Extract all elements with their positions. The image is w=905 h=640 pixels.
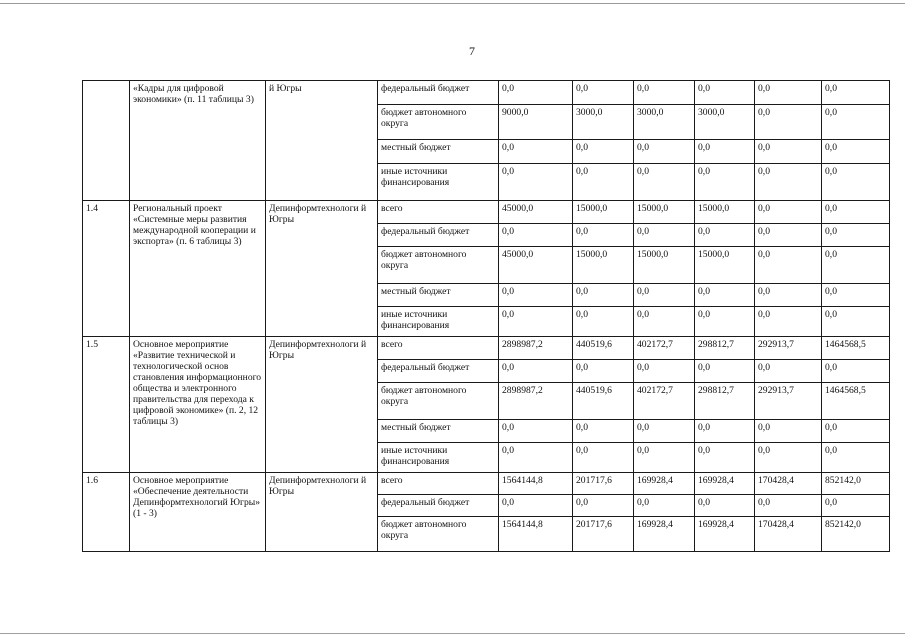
funding-source: местный бюджет bbox=[378, 140, 499, 164]
funding-source: местный бюджет bbox=[378, 420, 499, 443]
funding-source: иные источники финансирования bbox=[378, 443, 499, 473]
amount-cell: 0,0 bbox=[573, 495, 634, 517]
amount-cell: 0,0 bbox=[755, 81, 822, 105]
amount-cell: 852142,0 bbox=[822, 517, 890, 552]
amount-cell: 15000,0 bbox=[695, 247, 755, 284]
amount-cell: 0,0 bbox=[499, 443, 573, 473]
budget-table bbox=[82, 80, 890, 552]
amount-cell: 0,0 bbox=[822, 420, 890, 443]
amount-cell: 298812,7 bbox=[695, 337, 755, 360]
amount-cell: 0,0 bbox=[822, 307, 890, 337]
amount-cell: 169928,4 bbox=[695, 517, 755, 552]
amount-cell: 0,0 bbox=[499, 495, 573, 517]
amount-cell: 2898987,2 bbox=[499, 383, 573, 420]
amount-cell: 45000,0 bbox=[499, 201, 573, 224]
row-number bbox=[83, 81, 130, 201]
amount-cell: 0,0 bbox=[573, 307, 634, 337]
amount-cell: 0,0 bbox=[755, 307, 822, 337]
amount-cell: 0,0 bbox=[573, 284, 634, 307]
amount-cell: 15000,0 bbox=[573, 201, 634, 224]
table-row bbox=[83, 473, 890, 495]
amount-cell: 201717,6 bbox=[573, 473, 634, 495]
amount-cell: 0,0 bbox=[695, 420, 755, 443]
amount-cell: 298812,7 bbox=[695, 383, 755, 420]
table-row bbox=[83, 201, 890, 224]
amount-cell: 0,0 bbox=[695, 360, 755, 383]
funding-source: бюджет автономного округа bbox=[378, 247, 499, 284]
amount-cell: 0,0 bbox=[634, 360, 695, 383]
amount-cell: 0,0 bbox=[499, 420, 573, 443]
funding-source: федеральный бюджет bbox=[378, 360, 499, 383]
measure-name: Основное мероприятие «Обеспечение деятельности Депинформтехнологий Югры» (1 - 3) bbox=[130, 473, 266, 552]
amount-cell: 0,0 bbox=[573, 224, 634, 247]
measure-name: Основное мероприятие «Развитие технической и технологической основ становления информационного общества и электронного правительства для перехода к цифровой экономике» (п. 2, 12 таблицы 3) bbox=[130, 337, 266, 473]
amount-cell: 0,0 bbox=[755, 201, 822, 224]
amount-cell: 0,0 bbox=[755, 284, 822, 307]
amount-cell: 0,0 bbox=[499, 360, 573, 383]
amount-cell: 0,0 bbox=[755, 495, 822, 517]
funding-source: федеральный бюджет bbox=[378, 224, 499, 247]
amount-cell: 169928,4 bbox=[634, 517, 695, 552]
funding-source: бюджет автономного округа bbox=[378, 517, 499, 552]
measure-name: «Кадры для цифровой экономики» (п. 11 таблицы 3) bbox=[130, 81, 266, 201]
funding-source: всего bbox=[378, 201, 499, 224]
amount-cell: 0,0 bbox=[822, 495, 890, 517]
scan-edge-bottom bbox=[0, 633, 905, 634]
amount-cell: 3000,0 bbox=[634, 105, 695, 140]
amount-cell: 15000,0 bbox=[634, 247, 695, 284]
funding-source: иные источники финансирования bbox=[378, 307, 499, 337]
amount-cell: 1564144,8 bbox=[499, 517, 573, 552]
amount-cell: 15000,0 bbox=[573, 247, 634, 284]
executor: й Югры bbox=[266, 81, 378, 201]
funding-source: всего bbox=[378, 337, 499, 360]
amount-cell: 0,0 bbox=[695, 140, 755, 164]
amount-cell: 0,0 bbox=[822, 360, 890, 383]
funding-source: федеральный бюджет bbox=[378, 495, 499, 517]
funding-source: местный бюджет bbox=[378, 284, 499, 307]
amount-cell: 3000,0 bbox=[695, 105, 755, 140]
amount-cell: 0,0 bbox=[822, 201, 890, 224]
executor: Депинформтехнологи й Югры bbox=[266, 337, 378, 473]
amount-cell: 0,0 bbox=[573, 360, 634, 383]
amount-cell: 292913,7 bbox=[755, 383, 822, 420]
amount-cell: 0,0 bbox=[822, 164, 890, 201]
amount-cell: 0,0 bbox=[634, 307, 695, 337]
amount-cell: 0,0 bbox=[573, 443, 634, 473]
executor: Депинформтехнологи й Югры bbox=[266, 201, 378, 337]
amount-cell: 0,0 bbox=[634, 284, 695, 307]
amount-cell: 0,0 bbox=[822, 81, 890, 105]
amount-cell: 0,0 bbox=[695, 443, 755, 473]
amount-cell: 0,0 bbox=[822, 247, 890, 284]
amount-cell: 9000,0 bbox=[499, 105, 573, 140]
amount-cell: 0,0 bbox=[634, 420, 695, 443]
amount-cell: 0,0 bbox=[499, 284, 573, 307]
amount-cell: 1464568,5 bbox=[822, 383, 890, 420]
amount-cell: 440519,6 bbox=[573, 337, 634, 360]
funding-source: бюджет автономного округа bbox=[378, 105, 499, 140]
amount-cell: 0,0 bbox=[695, 284, 755, 307]
amount-cell: 0,0 bbox=[695, 495, 755, 517]
page-number: 7 bbox=[469, 44, 475, 58]
amount-cell: 1464568,5 bbox=[822, 337, 890, 360]
amount-cell: 0,0 bbox=[822, 224, 890, 247]
amount-cell: 0,0 bbox=[499, 224, 573, 247]
amount-cell: 170428,4 bbox=[755, 517, 822, 552]
amount-cell: 2898987,2 bbox=[499, 337, 573, 360]
amount-cell: 0,0 bbox=[634, 443, 695, 473]
amount-cell: 0,0 bbox=[634, 495, 695, 517]
amount-cell: 3000,0 bbox=[573, 105, 634, 140]
amount-cell: 0,0 bbox=[695, 164, 755, 201]
amount-cell: 402172,7 bbox=[634, 337, 695, 360]
amount-cell: 1564144,8 bbox=[499, 473, 573, 495]
row-number: 1.5 bbox=[83, 337, 130, 473]
amount-cell: 0,0 bbox=[755, 105, 822, 140]
table-row bbox=[83, 81, 890, 105]
amount-cell: 201717,6 bbox=[573, 517, 634, 552]
funding-source: всего bbox=[378, 473, 499, 495]
amount-cell: 15000,0 bbox=[634, 201, 695, 224]
amount-cell: 0,0 bbox=[499, 307, 573, 337]
executor: Депинформтехнологи й Югры bbox=[266, 473, 378, 552]
amount-cell: 292913,7 bbox=[755, 337, 822, 360]
funding-source: иные источники финансирования bbox=[378, 164, 499, 201]
amount-cell: 0,0 bbox=[634, 164, 695, 201]
amount-cell: 0,0 bbox=[499, 140, 573, 164]
amount-cell: 852142,0 bbox=[822, 473, 890, 495]
amount-cell: 0,0 bbox=[755, 420, 822, 443]
amount-cell: 0,0 bbox=[755, 164, 822, 201]
amount-cell: 0,0 bbox=[755, 443, 822, 473]
measure-name: Региональный проект «Системные меры развития международной кооперации и экспорта» (п. 6 таблицы 3) bbox=[130, 201, 266, 337]
funding-source: федеральный бюджет bbox=[378, 81, 499, 105]
amount-cell: 169928,4 bbox=[634, 473, 695, 495]
amount-cell: 0,0 bbox=[755, 360, 822, 383]
amount-cell: 0,0 bbox=[822, 105, 890, 140]
amount-cell: 0,0 bbox=[573, 140, 634, 164]
amount-cell: 0,0 bbox=[822, 140, 890, 164]
amount-cell: 0,0 bbox=[822, 284, 890, 307]
amount-cell: 0,0 bbox=[573, 164, 634, 201]
scan-edge-top bbox=[0, 3, 905, 4]
amount-cell: 440519,6 bbox=[573, 383, 634, 420]
amount-cell: 0,0 bbox=[573, 420, 634, 443]
amount-cell: 0,0 bbox=[634, 81, 695, 105]
funding-source: бюджет автономного округа bbox=[378, 383, 499, 420]
amount-cell: 0,0 bbox=[499, 81, 573, 105]
row-number: 1.4 bbox=[83, 201, 130, 337]
amount-cell: 15000,0 bbox=[695, 201, 755, 224]
amount-cell: 0,0 bbox=[499, 164, 573, 201]
amount-cell: 0,0 bbox=[634, 140, 695, 164]
amount-cell: 170428,4 bbox=[755, 473, 822, 495]
amount-cell: 0,0 bbox=[755, 224, 822, 247]
amount-cell: 0,0 bbox=[695, 81, 755, 105]
amount-cell: 0,0 bbox=[695, 307, 755, 337]
row-number: 1.6 bbox=[83, 473, 130, 552]
amount-cell: 0,0 bbox=[822, 443, 890, 473]
amount-cell: 0,0 bbox=[755, 247, 822, 284]
amount-cell: 169928,4 bbox=[695, 473, 755, 495]
amount-cell: 0,0 bbox=[634, 224, 695, 247]
amount-cell: 0,0 bbox=[755, 140, 822, 164]
amount-cell: 0,0 bbox=[695, 224, 755, 247]
amount-cell: 0,0 bbox=[573, 81, 634, 105]
amount-cell: 402172,7 bbox=[634, 383, 695, 420]
amount-cell: 45000,0 bbox=[499, 247, 573, 284]
table-row bbox=[83, 337, 890, 360]
